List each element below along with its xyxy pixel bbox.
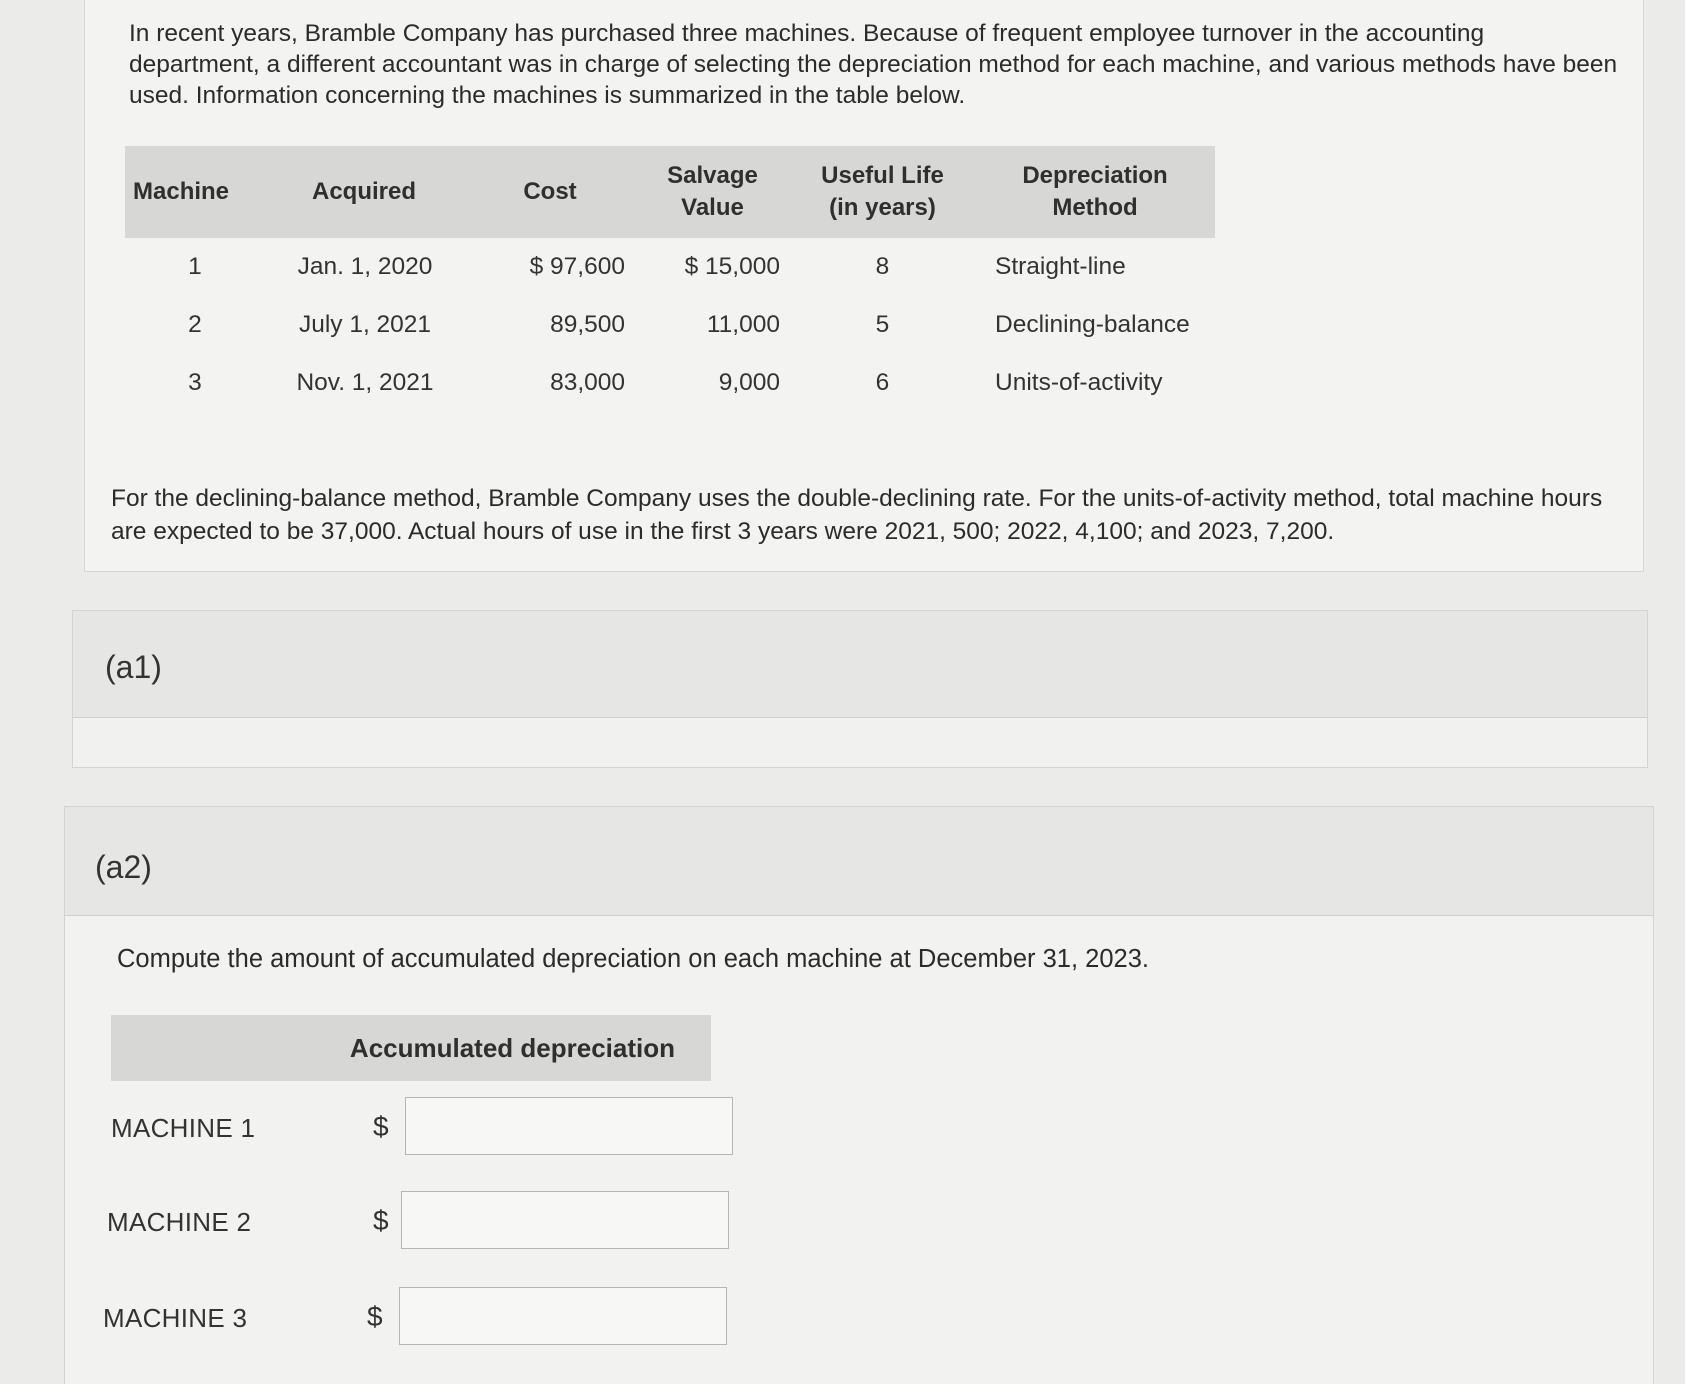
cell-method: Units-of-activity: [995, 369, 1163, 396]
answer-row-machine-3: [103, 1287, 751, 1347]
header-machine: Machine: [125, 146, 265, 238]
cell-method: Straight-line: [995, 253, 1126, 280]
header-salvage: [635, 146, 790, 238]
machine-2-label: MACHINE 2: [107, 1207, 252, 1237]
header-salvage-line2: Value: [681, 194, 744, 221]
machine-3-label: MACHINE 3: [103, 1303, 248, 1333]
cell-acquired: July 1, 2021: [298, 311, 432, 338]
dollar-sign: $: [367, 1301, 383, 1332]
machine-3-accumulated-depreciation-input[interactable]: [399, 1287, 727, 1345]
answer-row-machine-1: [111, 1097, 751, 1157]
header-useful-life: [790, 146, 975, 238]
header-life-line2: (in years): [829, 194, 936, 221]
table-row: [125, 296, 1215, 354]
header-acquired: Acquired: [265, 146, 465, 238]
cell-cost: 83,000: [550, 369, 625, 396]
cell-life: 8: [875, 253, 890, 280]
machine-2-accumulated-depreciation-input[interactable]: [401, 1191, 729, 1249]
cell-machine: 2: [188, 311, 202, 338]
cell-acquired: Jan. 1, 2020: [297, 253, 433, 280]
cell-life: 6: [875, 369, 890, 396]
problem-note: For the declining-balance method, Bramble Company uses the double-declining rate. For the units-of-activity method, total machine hours are expected to be 37,000. Actual hours of use in the first 3 years were 2021, 500; 2022, 4,100; and 2023, 7,200.: [111, 485, 1603, 545]
answer-row-machine-2: [107, 1191, 751, 1251]
header-cost: Cost: [465, 146, 635, 238]
cell-machine: 3: [188, 369, 202, 396]
cell-cost: $ 97,600: [529, 253, 625, 280]
part-a2-panel: [64, 806, 1654, 1384]
cell-salvage: $ 15,000: [684, 253, 780, 280]
header-salvage-line1: Salvage: [667, 162, 758, 189]
dollar-sign: $: [373, 1205, 389, 1236]
cell-acquired: Nov. 1, 2021: [296, 369, 434, 396]
part-a2-label: (a2): [95, 849, 152, 885]
cell-life: 5: [875, 311, 890, 338]
table-row: [125, 354, 1215, 412]
part-a1-panel[interactable]: [72, 610, 1648, 768]
problem-card: [84, 0, 1644, 572]
part-a1-label: (a1): [105, 649, 162, 685]
cell-salvage: 11,000: [706, 311, 780, 338]
part-a2-instruction: Compute the amount of accumulated depreciation on each machine at December 31, 2023.: [117, 945, 1149, 973]
cell-machine: 1: [188, 253, 202, 280]
header-life-line1: Useful Life: [821, 162, 944, 189]
part-a1-header[interactable]: [73, 611, 1647, 718]
table-header-row: [125, 146, 1215, 238]
accumulated-depreciation-header: Accumulated depreciation: [111, 1015, 711, 1081]
machine-1-label: MACHINE 1: [111, 1113, 256, 1143]
problem-intro: In recent years, Bramble Company has purchased three machines. Because of frequent employee turnover in the accounting department, a different accountant was in charge of selecting the depreciation method for each machine, and various methods have been used. Information concerning the machines is summarized in the table below.: [129, 20, 1618, 109]
dollar-sign: $: [373, 1111, 389, 1142]
part-a2-header[interactable]: [65, 807, 1653, 916]
cell-method: Declining-balance: [995, 311, 1190, 338]
header-method-line1: Depreciation: [1022, 162, 1168, 189]
header-method: [975, 146, 1215, 238]
table-row: [125, 238, 1215, 296]
header-method-line2: Method: [1052, 194, 1138, 221]
cell-cost: 89,500: [550, 311, 625, 338]
machine-1-accumulated-depreciation-input[interactable]: [405, 1097, 733, 1155]
cell-salvage: 9,000: [718, 369, 780, 396]
machine-table: [125, 146, 1215, 412]
